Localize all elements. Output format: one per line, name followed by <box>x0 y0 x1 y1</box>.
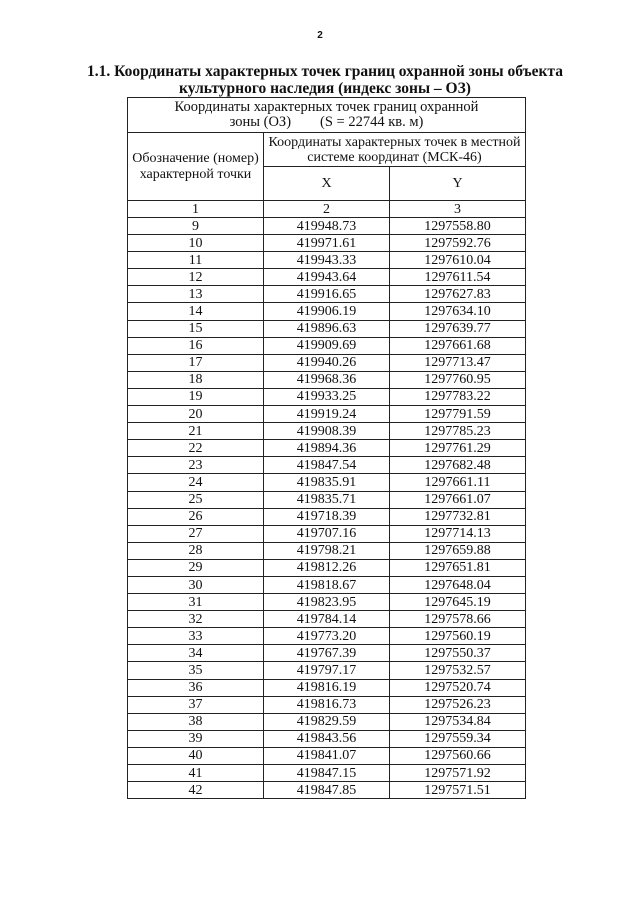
point-number-cell: 21 <box>128 423 264 440</box>
y-coordinate-cell: 1297639.77 <box>390 320 526 337</box>
point-number-cell: 40 <box>128 747 264 764</box>
table-row <box>128 628 526 645</box>
table-row <box>128 235 526 252</box>
table-row <box>128 269 526 286</box>
y-coordinate-cell: 1297534.84 <box>390 713 526 730</box>
table-row <box>128 303 526 320</box>
table-row <box>128 320 526 337</box>
x-coordinate-cell: 419948.73 <box>264 218 390 235</box>
point-number-cell: 24 <box>128 474 264 491</box>
y-coordinate-cell: 1297661.07 <box>390 491 526 508</box>
point-number-cell: 25 <box>128 491 264 508</box>
table-row <box>128 406 526 423</box>
y-coordinate-cell: 1297732.81 <box>390 508 526 525</box>
y-coordinate-cell: 1297611.54 <box>390 269 526 286</box>
table-row <box>128 491 526 508</box>
table-caption-line-2: зоны (ОЗ) (S = 22744 кв. м) <box>229 114 424 130</box>
y-coordinate-cell: 1297651.81 <box>390 559 526 576</box>
table-row <box>128 286 526 303</box>
x-coordinate-cell: 419767.39 <box>264 645 390 662</box>
point-number-cell: 16 <box>128 337 264 354</box>
point-number-cell: 39 <box>128 730 264 747</box>
point-number-cell: 29 <box>128 559 264 576</box>
x-column-header: X <box>264 167 390 201</box>
x-coordinate-cell: 419896.63 <box>264 320 390 337</box>
table-caption-line-1: Координаты характерных точек границ охранной <box>174 99 479 115</box>
table-row <box>128 713 526 730</box>
x-coordinate-cell: 419908.39 <box>264 423 390 440</box>
point-number-cell: 27 <box>128 525 264 542</box>
y-coordinate-cell: 1297785.23 <box>390 423 526 440</box>
y-coordinate-cell: 1297558.80 <box>390 218 526 235</box>
table-row <box>128 388 526 405</box>
x-coordinate-cell: 419906.19 <box>264 303 390 320</box>
y-coordinate-cell: 1297550.37 <box>390 645 526 662</box>
y-coordinate-cell: 1297661.11 <box>390 474 526 491</box>
table-row <box>128 559 526 576</box>
y-coordinate-cell: 1297661.68 <box>390 337 526 354</box>
y-coordinate-cell: 1297559.34 <box>390 730 526 747</box>
table-row <box>128 662 526 679</box>
point-number-cell: 20 <box>128 406 264 423</box>
point-number-cell: 12 <box>128 269 264 286</box>
y-coordinate-cell: 1297682.48 <box>390 457 526 474</box>
y-coordinate-cell: 1297560.66 <box>390 747 526 764</box>
x-coordinate-cell: 419797.17 <box>264 662 390 679</box>
table-row <box>128 371 526 388</box>
x-coordinate-cell: 419940.26 <box>264 354 390 371</box>
x-coordinate-cell: 419919.24 <box>264 406 390 423</box>
x-coordinate-cell: 419909.69 <box>264 337 390 354</box>
x-coordinate-cell: 419971.61 <box>264 235 390 252</box>
x-coordinate-cell: 419773.20 <box>264 628 390 645</box>
y-coordinate-cell: 1297592.76 <box>390 235 526 252</box>
point-number-cell: 42 <box>128 782 264 799</box>
x-coordinate-cell: 419841.07 <box>264 747 390 764</box>
table-row <box>128 611 526 628</box>
y-coordinate-cell: 1297627.83 <box>390 286 526 303</box>
y-coordinate-cell: 1297648.04 <box>390 576 526 593</box>
table-row <box>128 576 526 593</box>
x-coordinate-cell: 419823.95 <box>264 594 390 611</box>
y-coordinate-cell: 1297610.04 <box>390 252 526 269</box>
table-row <box>128 337 526 354</box>
coordinates-table <box>127 97 526 799</box>
y-coordinate-cell: 1297713.47 <box>390 354 526 371</box>
point-number-cell: 15 <box>128 320 264 337</box>
x-coordinate-cell: 419816.73 <box>264 696 390 713</box>
table-row <box>128 474 526 491</box>
point-number-cell: 14 <box>128 303 264 320</box>
table-row <box>128 594 526 611</box>
x-coordinate-cell: 419847.85 <box>264 782 390 799</box>
point-number-cell: 26 <box>128 508 264 525</box>
point-number-cell: 35 <box>128 662 264 679</box>
column-number-2: 2 <box>264 201 390 218</box>
y-coordinate-cell: 1297571.51 <box>390 782 526 799</box>
y-coordinate-cell: 1297791.59 <box>390 406 526 423</box>
y-coordinate-cell: 1297571.92 <box>390 765 526 782</box>
point-number-cell: 37 <box>128 696 264 713</box>
table-row <box>128 696 526 713</box>
table-row <box>128 782 526 799</box>
point-number-cell: 19 <box>128 388 264 405</box>
y-coordinate-cell: 1297783.22 <box>390 388 526 405</box>
x-coordinate-cell: 419916.65 <box>264 286 390 303</box>
x-coordinate-cell: 419943.33 <box>264 252 390 269</box>
point-number-cell: 22 <box>128 440 264 457</box>
table-row <box>128 730 526 747</box>
x-coordinate-cell: 419818.67 <box>264 576 390 593</box>
x-coordinate-cell: 419784.14 <box>264 611 390 628</box>
x-coordinate-cell: 419835.71 <box>264 491 390 508</box>
point-number-cell: 10 <box>128 235 264 252</box>
table-row <box>128 457 526 474</box>
point-number-cell: 36 <box>128 679 264 696</box>
point-number-cell: 17 <box>128 354 264 371</box>
x-coordinate-cell: 419968.36 <box>264 371 390 388</box>
y-coordinate-cell: 1297526.23 <box>390 696 526 713</box>
table-row <box>128 645 526 662</box>
x-coordinate-cell: 419835.91 <box>264 474 390 491</box>
y-coordinate-cell: 1297634.10 <box>390 303 526 320</box>
designation-header: Обозначение (номер) характерной точки <box>128 133 264 201</box>
table-row <box>128 747 526 764</box>
coordinates-table-body <box>128 218 526 799</box>
table-row <box>128 440 526 457</box>
table-row <box>128 679 526 696</box>
x-coordinate-cell: 419798.21 <box>264 542 390 559</box>
table-row <box>128 423 526 440</box>
y-coordinate-cell: 1297520.74 <box>390 679 526 696</box>
point-number-cell: 28 <box>128 542 264 559</box>
table-row <box>128 525 526 542</box>
point-number-cell: 41 <box>128 765 264 782</box>
x-coordinate-cell: 419843.56 <box>264 730 390 747</box>
page-number: 2 <box>317 30 323 41</box>
x-coordinate-cell: 419812.26 <box>264 559 390 576</box>
table-row <box>128 765 526 782</box>
y-coordinate-cell: 1297761.29 <box>390 440 526 457</box>
point-number-cell: 23 <box>128 457 264 474</box>
x-coordinate-cell: 419894.36 <box>264 440 390 457</box>
table-row <box>128 354 526 371</box>
x-coordinate-cell: 419847.15 <box>264 765 390 782</box>
y-coordinate-cell: 1297560.19 <box>390 628 526 645</box>
table-row <box>128 542 526 559</box>
point-number-cell: 34 <box>128 645 264 662</box>
y-coordinate-cell: 1297532.57 <box>390 662 526 679</box>
point-number-cell: 31 <box>128 594 264 611</box>
x-coordinate-cell: 419718.39 <box>264 508 390 525</box>
x-coordinate-cell: 419847.54 <box>264 457 390 474</box>
point-number-cell: 9 <box>128 218 264 235</box>
point-number-cell: 33 <box>128 628 264 645</box>
y-coordinate-cell: 1297659.88 <box>390 542 526 559</box>
y-column-header: Y <box>390 167 526 201</box>
table-row <box>128 508 526 525</box>
x-coordinate-cell: 419943.64 <box>264 269 390 286</box>
column-number-3: 3 <box>390 201 526 218</box>
x-coordinate-cell: 419933.25 <box>264 388 390 405</box>
point-number-cell: 30 <box>128 576 264 593</box>
y-coordinate-cell: 1297760.95 <box>390 371 526 388</box>
coordinates-header: Координаты характерных точек в местной системе координат (МСК-46) <box>264 133 526 167</box>
table-caption <box>128 98 526 133</box>
point-number-cell: 13 <box>128 286 264 303</box>
x-coordinate-cell: 419829.59 <box>264 713 390 730</box>
column-number-1: 1 <box>128 201 264 218</box>
section-title: 1.1. Координаты характерных точек границ охранной зоны объекта культурного наследия (индекс зоны – ОЗ) <box>87 63 563 97</box>
point-number-cell: 18 <box>128 371 264 388</box>
table-row <box>128 252 526 269</box>
point-number-cell: 11 <box>128 252 264 269</box>
y-coordinate-cell: 1297645.19 <box>390 594 526 611</box>
y-coordinate-cell: 1297578.66 <box>390 611 526 628</box>
table-row <box>128 218 526 235</box>
point-number-cell: 32 <box>128 611 264 628</box>
point-number-cell: 38 <box>128 713 264 730</box>
x-coordinate-cell: 419816.19 <box>264 679 390 696</box>
y-coordinate-cell: 1297714.13 <box>390 525 526 542</box>
x-coordinate-cell: 419707.16 <box>264 525 390 542</box>
